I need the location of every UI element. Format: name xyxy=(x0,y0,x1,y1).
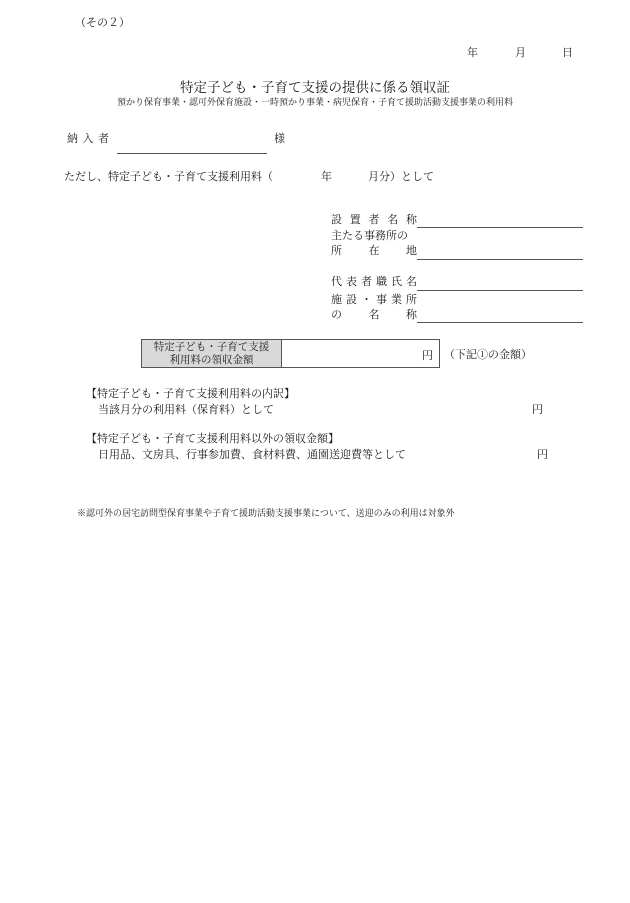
payer-label: 納 入 者 xyxy=(67,132,109,145)
field-office-address: 主たる事務所の 所 在 地 xyxy=(331,229,417,257)
other-amount-item: 日用品、文房具、行事参加費、食材料費、通園送迎費等として xyxy=(98,448,406,461)
footnote: ※認可外の居宅訪問型保育事業や子育て援助活動支援事業について、送迎のみの利用は対象外 xyxy=(77,509,455,519)
breakdown-item: 当該月分の利用料（保育料）として xyxy=(98,403,274,416)
document-title: 特定子ども・子育て支援の提供に係る領収証 xyxy=(180,80,450,96)
proviso-prefix: ただし、特定子ども・子育て支援利用料（ xyxy=(64,170,273,183)
payer-honorific: 様 xyxy=(274,132,285,145)
field-representative-name: 代 表 者 職 氏 名 xyxy=(331,275,417,288)
proviso-year: 年 xyxy=(321,170,332,183)
representative-name-input-line[interactable] xyxy=(417,290,583,291)
yen-unit: 円 xyxy=(422,349,433,362)
received-amount-label: 特定子ども・子育て支援 利用料の領収金額 xyxy=(142,340,282,367)
field-facility-name: 施 設 ・ 事 業 所 の 名 称 xyxy=(331,293,417,321)
breakdown-unit: 円 xyxy=(532,403,543,416)
date-month-label: 月 xyxy=(515,46,526,59)
other-amount-unit: 円 xyxy=(537,448,548,461)
date-year-label: 年 xyxy=(467,46,478,59)
breakdown-heading: 【特定子ども・子育て支援利用料の内訳】 xyxy=(86,387,295,400)
other-amount-heading: 【特定子ども・子育て支援利用料以外の領収金額】 xyxy=(86,432,339,445)
form-number: （その２） xyxy=(75,16,130,29)
office-address-input-line[interactable] xyxy=(417,259,583,260)
date-day-label: 日 xyxy=(562,46,573,59)
received-amount-box xyxy=(141,339,440,368)
amount-note: （下記①の金額） xyxy=(444,348,532,361)
proviso-suffix: 月分）として xyxy=(368,170,434,183)
payer-name-field[interactable] xyxy=(117,153,267,154)
document-subtitle: 預かり保育事業・認可外保育施設・一時預かり事業・病児保育・子育て援助活動支援事業の利用料 xyxy=(116,98,513,108)
facility-name-input-line[interactable] xyxy=(417,322,583,323)
received-amount-input[interactable] xyxy=(282,340,439,367)
field-installer-name: 設 置 者 名 称 xyxy=(331,213,417,226)
